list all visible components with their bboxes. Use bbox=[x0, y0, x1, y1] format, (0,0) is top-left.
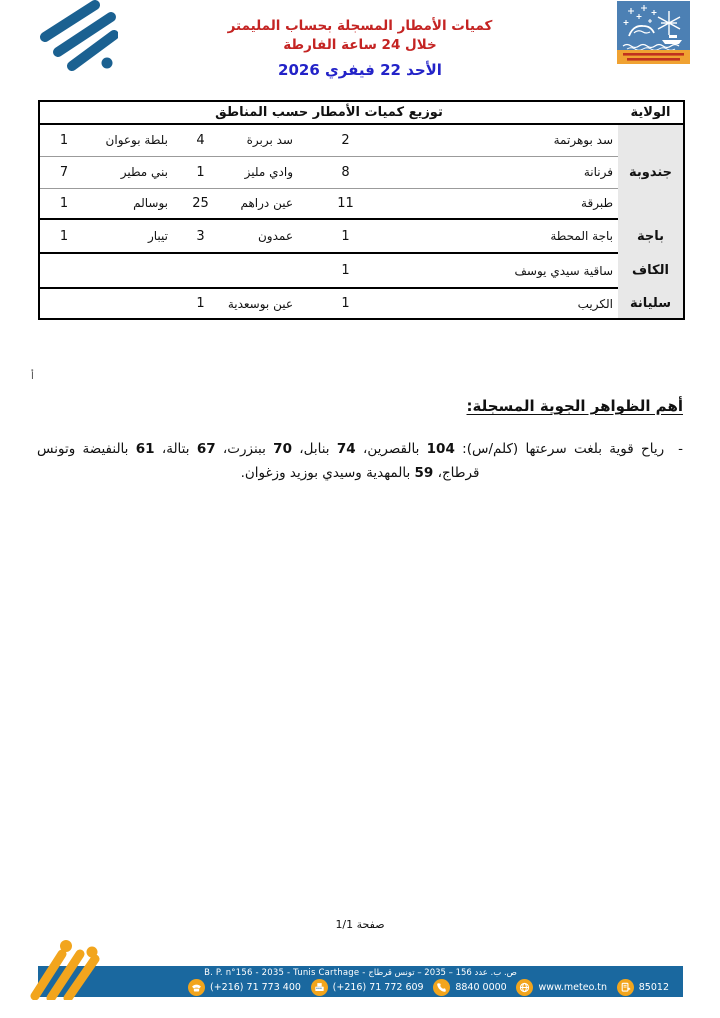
station-name-cell bbox=[88, 253, 173, 288]
rain-value-cell: 1 bbox=[341, 296, 350, 311]
rain-value-cell: 2 bbox=[298, 124, 393, 156]
table-row bbox=[39, 188, 684, 219]
governorate-cell: جندوبة bbox=[618, 124, 684, 219]
station-name-cell: طبرقة bbox=[393, 188, 618, 219]
contact-phone bbox=[188, 979, 301, 996]
station-name-cell: عين بوسعدية bbox=[228, 296, 293, 311]
table-row bbox=[39, 124, 684, 156]
contact-sms-label: 85012 bbox=[638, 982, 669, 993]
station-name-cell bbox=[228, 253, 298, 288]
rain-value-cell: 25 bbox=[173, 188, 228, 219]
footer-contacts bbox=[38, 978, 683, 996]
contact-callcenter-label: 8840 0000 bbox=[455, 982, 507, 993]
station-name-cell: بني مطير bbox=[88, 156, 173, 188]
contact-callcenter bbox=[433, 979, 506, 996]
rain-value-cell: 11 bbox=[298, 188, 393, 219]
phenomena-line2: قرطاج، 59 بالمهدية وسيدي بوزيد وزغوان. bbox=[240, 465, 480, 481]
station-name-cell: باجة المحطة bbox=[393, 219, 618, 253]
phenomena-heading: أهم الظواهر الجوية المسجلة: bbox=[466, 397, 683, 415]
col-header-regions: توزيع كميات الأمطار حسب المناطق bbox=[39, 101, 618, 124]
report-title-line2: خلال 24 ساعة الفارطة bbox=[283, 37, 437, 53]
phenomena-line1 bbox=[37, 437, 683, 461]
handset-icon bbox=[433, 979, 450, 996]
station-name-cell: فرنانة bbox=[393, 156, 618, 188]
rain-value-cell: 1 bbox=[39, 124, 88, 156]
rain-value-cell: 4 bbox=[173, 124, 228, 156]
rainfall-table bbox=[38, 100, 685, 320]
globe-icon bbox=[516, 979, 533, 996]
rain-value-cell bbox=[39, 253, 88, 288]
governorate-cell: الكاف bbox=[618, 253, 684, 288]
station-name-cell: ساقية سيدي يوسف bbox=[393, 253, 618, 288]
rain-value-cell: 1 bbox=[39, 188, 88, 219]
fax-icon bbox=[311, 979, 328, 996]
station-name-cell bbox=[88, 288, 173, 319]
station-name-cell: بلطة بوعوان bbox=[88, 124, 173, 156]
inm-institute-logo bbox=[617, 1, 690, 68]
report-title-line1: كميات الأمطار المسجلة بحساب المليمتر bbox=[227, 18, 493, 34]
rain-value-cell bbox=[173, 253, 228, 288]
rain-value-cell: 1 bbox=[298, 219, 393, 253]
rain-value-cell: 8 bbox=[298, 156, 393, 188]
governorate-cell: باجة bbox=[618, 219, 684, 253]
phenomena-paragraph bbox=[37, 437, 683, 485]
stray-mark: أ bbox=[31, 371, 34, 382]
rain-value-cell bbox=[39, 288, 88, 319]
phenomena-line1-text: رياح قوية بلغت سرعتها (كلم/س): 104 بالقصرين، 74 بنابل، 70 ببنزرت، 67 بتالة، 61 بالنفيضة وتونس bbox=[37, 441, 665, 457]
rain-value-cell: 1 bbox=[173, 156, 228, 188]
footer-orange-stripes-decoration bbox=[22, 938, 122, 1004]
rain-value-cell: 7 bbox=[39, 156, 88, 188]
phone-icon bbox=[188, 979, 205, 996]
station-name-cell: سد بربرة bbox=[228, 124, 298, 156]
bullet-dash: - bbox=[678, 441, 683, 457]
station-name-cell: وادي مليز bbox=[228, 156, 298, 188]
governorate-cell: سليانة bbox=[618, 288, 684, 319]
contact-website-label: www.meteo.tn bbox=[538, 982, 608, 993]
footer-bar bbox=[38, 966, 683, 997]
table-row bbox=[39, 156, 684, 188]
table-row bbox=[39, 219, 684, 253]
footer-address: B. P. n°156 - 2035 - Tunis Carthage - ص. ب. عدد 156 – 2035 – تونس قرطاج bbox=[204, 968, 517, 978]
contact-phone-label: (+216) 71 773 400 bbox=[210, 982, 301, 993]
table-row bbox=[39, 253, 684, 288]
station-name-cell: عمدون bbox=[228, 219, 298, 253]
page-number: صفحة 1/1 bbox=[335, 918, 385, 931]
contact-fax bbox=[311, 979, 424, 996]
rain-value-cell: 1 bbox=[298, 253, 393, 288]
station-name-cell: عين دراهم bbox=[228, 188, 298, 219]
station-name-cell: الكريب bbox=[577, 296, 613, 311]
contact-sms bbox=[617, 979, 669, 996]
sms-icon bbox=[617, 979, 634, 996]
contact-fax-label: (+216) 71 772 609 bbox=[332, 982, 424, 993]
col-header-governorate: الولاية bbox=[618, 101, 684, 124]
station-name-cell: سد بوهرتمة bbox=[393, 124, 618, 156]
station-name-cell: تيبار bbox=[88, 219, 173, 253]
rain-value-cell: 1 bbox=[39, 219, 88, 253]
contact-website bbox=[516, 979, 607, 996]
station-name-cell: بوسالم bbox=[88, 188, 173, 219]
rain-value-cell: 1 bbox=[196, 296, 205, 311]
rain-value-cell: 3 bbox=[173, 219, 228, 253]
report-date: الأحد 22 فيفري 2026 bbox=[278, 61, 442, 79]
table-row bbox=[39, 288, 684, 319]
